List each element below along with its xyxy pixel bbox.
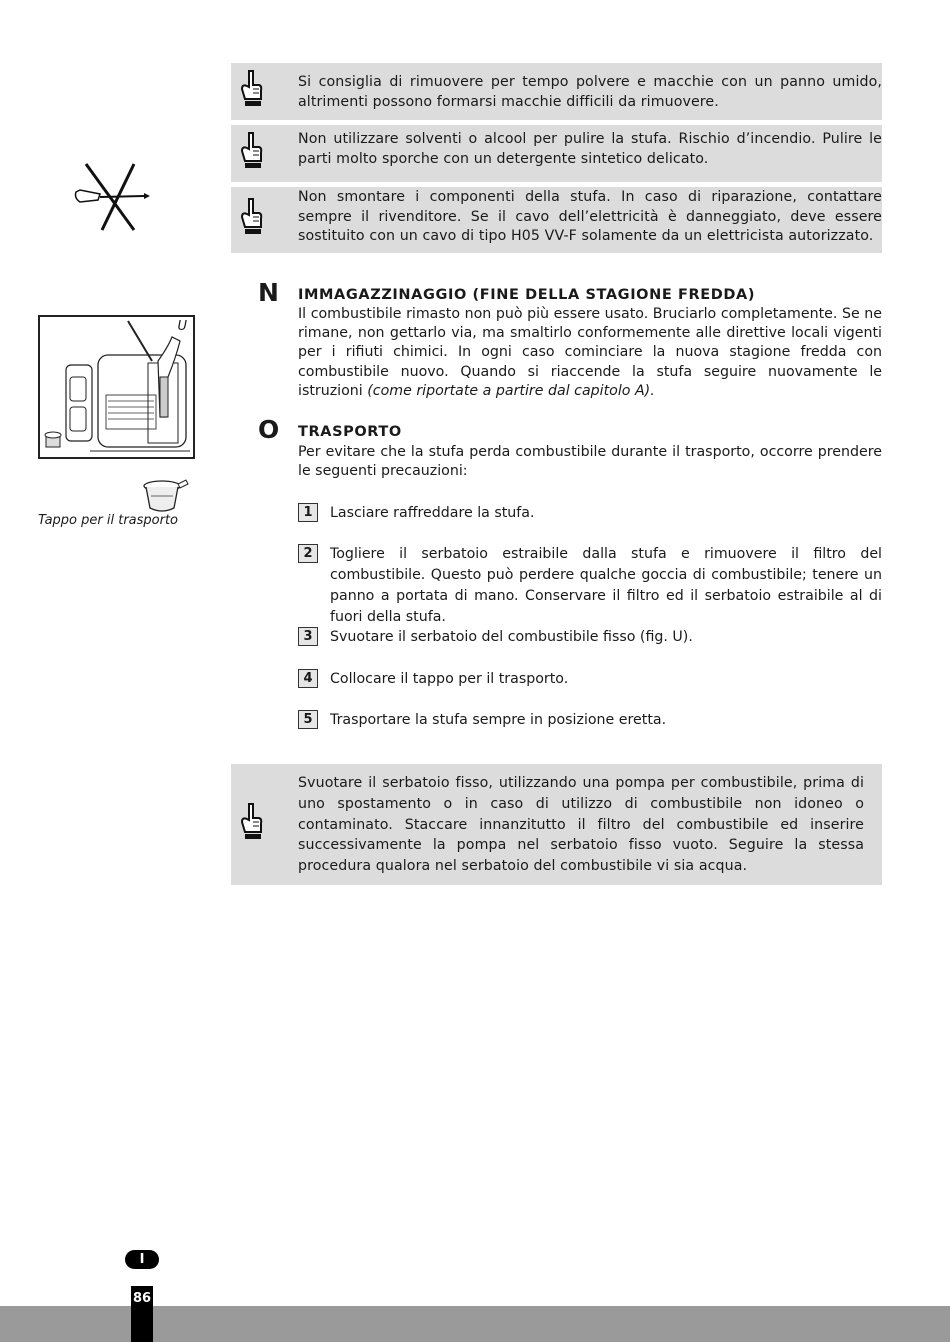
step-number: 3	[298, 627, 318, 646]
note-text: Non utilizzare solventi o alcool per pulire la stufa. Rischio d’incendio. Pulire le parti molto sporche con un detergente sintetico delicato.	[298, 131, 882, 167]
transport-cap-icon	[140, 478, 190, 514]
section-body: Per evitare che la stufa perda combustibile durante il trasporto, occorre prendere le seguenti precauzioni:	[298, 444, 882, 480]
step-number: 2	[298, 544, 318, 563]
note-text: Svuotare il serbatoio fisso, utilizzando una pompa per combustibile, prima di uno spostamento o in caso di utilizzo di combustibile non idoneo o contaminato. Staccare innanzitutto il filtro del combustibile ed inserire successivamente la pompa nel serbatoio fisso vuoto. Seguire la stessa procedura qualora nel serbatoio del combustibile vi sia acqua.	[298, 775, 864, 875]
language-badge: I	[125, 1250, 159, 1269]
section-letter: N	[258, 278, 279, 307]
figure-label: U	[177, 319, 187, 334]
step-text: Togliere il serbatoio estraibile dalla stufa e rimuovere il filtro del combustibile. Questo può perdere qualche goccia di combustibile; tenere un panno a portata di mano. Conservare il filtro ed il serbatoio estraibile al di fuori della stufa.	[330, 546, 882, 625]
no-screwdriver-icon	[72, 158, 152, 236]
step-text: Svuotare il serbatoio del combustibile fisso (fig. U).	[330, 629, 693, 645]
note-text: Non smontare i componenti della stufa. In caso di riparazione, contattare sempre il rivenditore. Se il cavo dell’elettricità è danneggiato, deve essere sostituito con un cavo di tipo H05 VV-F solamente da un elettricista autorizzato.	[298, 189, 882, 244]
pointing-hand-icon	[237, 69, 265, 109]
figure-u	[38, 315, 195, 459]
section-body-text: Il combustibile rimasto non può più essere usato. Bruciarlo completamente. Se ne rimane, non gettarlo via, ma smaltirlo conformemente alle direttive locali vigenti per i rifiuti chimici. In ogni caso cominciare la nuova stagione fredda con combustibile nuovo. Quando si riaccende la stufa seguire nuovamente le istruzioni	[298, 306, 882, 399]
step-number: 5	[298, 710, 318, 729]
note-text: Si consiglia di rimuovere per tempo polvere e macchie con un panno umido, altrimenti possono formarsi macchie difficili da rimuovere.	[298, 74, 882, 110]
note-box-2	[231, 125, 882, 182]
note-box-4	[231, 764, 882, 885]
stove-drain-illustration	[40, 317, 193, 457]
section-body-italic: (come riportate a partire dal capitolo A).	[367, 382, 655, 399]
figure-caption: Tappo per il trasporto	[38, 513, 178, 528]
step-text: Lasciare raffreddare la stufa.	[330, 505, 535, 521]
step-number: 4	[298, 669, 318, 688]
pointing-hand-icon	[237, 802, 265, 842]
step-text: Trasportare la stufa sempre in posizione eretta.	[330, 712, 667, 728]
section-title: IMMAGAZZINAGGIO (FINE DELLA STAGIONE FREDDA)	[298, 287, 756, 303]
note-box-1	[231, 63, 882, 120]
step-text: Collocare il tappo per il trasporto.	[330, 671, 569, 687]
step-number: 1	[298, 503, 318, 522]
section-body	[298, 305, 882, 401]
note-box-3	[231, 187, 882, 253]
pointing-hand-icon	[237, 131, 265, 171]
section-letter: O	[258, 415, 280, 444]
pointing-hand-icon	[237, 197, 265, 237]
page-number: 86	[132, 1291, 152, 1306]
section-title: TRASPORTO	[298, 424, 402, 440]
